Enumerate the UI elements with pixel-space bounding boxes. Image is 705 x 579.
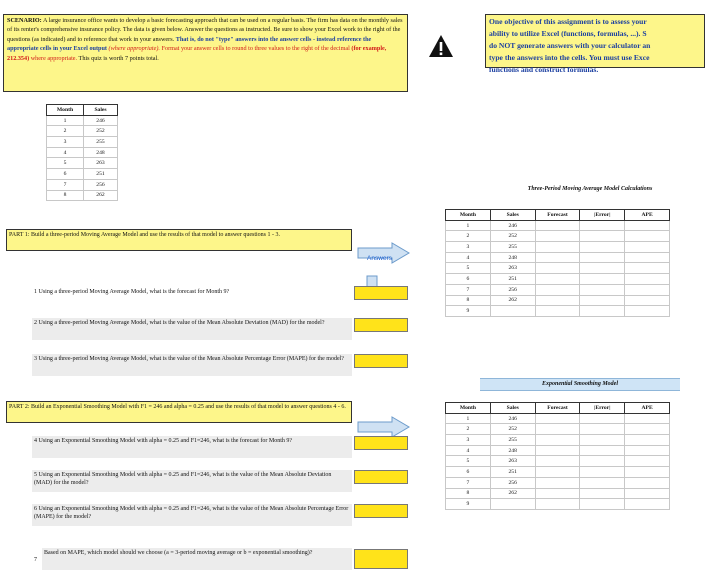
cell[interactable] [580,424,625,435]
table-row [446,488,670,499]
cell[interactable]: 8 [47,190,84,201]
cell[interactable] [535,306,580,317]
cell[interactable]: 248 [490,445,535,456]
table-row [446,295,670,306]
table-row [47,137,118,148]
table-row [47,169,118,180]
cell[interactable]: 251 [490,274,535,285]
cell[interactable] [625,274,670,285]
question-2: 2 Using a three-period Moving Average Model, what is the value of the Mean Absolute Deviation (MAD) for the model? [32,318,352,340]
cell[interactable] [625,231,670,242]
cell[interactable]: 1 [446,413,491,424]
cell[interactable] [490,306,535,317]
cell[interactable]: 3 [446,435,491,446]
answer-cell-4[interactable] [354,436,408,450]
cell[interactable]: 252 [490,424,535,435]
cell[interactable]: 248 [490,252,535,263]
cell[interactable]: 256 [490,284,535,295]
cell[interactable]: 255 [490,242,535,253]
objective-line-2: ability to utilize Excel (functions, formulas, ...). S [489,29,647,38]
table-row [446,477,670,488]
cell[interactable] [535,456,580,467]
cell[interactable] [580,456,625,467]
answer-cell-5[interactable] [354,470,408,484]
cell[interactable]: 7 [446,284,491,295]
ma-header-error: |Error| [580,210,625,221]
ma-header-sales: Sales [490,210,535,221]
cell[interactable] [580,295,625,306]
table-row [47,179,118,190]
cell[interactable]: 6 [47,169,84,180]
cell[interactable] [625,488,670,499]
objective-line-5: functions and construct formulas. [489,65,599,74]
cell[interactable] [580,445,625,456]
table-row [446,456,670,467]
cell[interactable] [580,413,625,424]
cell[interactable]: 5 [47,158,84,169]
sales-data-table [46,104,118,201]
cell[interactable]: 3 [47,137,84,148]
cell[interactable]: 9 [446,499,491,510]
cell[interactable]: 263 [84,158,118,169]
cell[interactable]: 7 [47,179,84,190]
scenario-example: (for example, 212.354) [7,45,387,62]
cell[interactable] [625,413,670,424]
table-row [446,263,670,274]
cell[interactable]: 1 [47,115,84,126]
cell[interactable] [625,252,670,263]
table-row [47,190,118,201]
cell[interactable] [625,242,670,253]
question-7: Based on MAPE, which model should we choose (a = 3-period moving average or b = exponential smoothing)? [42,548,352,570]
cell[interactable] [535,424,580,435]
part1-instruction: PART 1: Build a three-period Moving Average Model and use the results of that model to answer questions 1 - 3. [6,229,352,251]
cell[interactable] [535,295,580,306]
scenario-instruction: That is, do not "type" answers into the answer cells - instead reference the appropriate cells in your Excel output [7,35,372,53]
cell[interactable] [535,220,580,231]
ma-header-forecast: Forecast [535,210,580,221]
cell[interactable] [625,263,670,274]
cell[interactable]: 248 [84,147,118,158]
ma-model-table [445,209,670,317]
right-arrow-icon [358,417,410,437]
cell[interactable]: 263 [490,263,535,274]
table-row [446,435,670,446]
cell[interactable] [535,488,580,499]
scenario-box [3,14,408,92]
cell[interactable] [625,424,670,435]
es-header-ape: APE [625,403,670,414]
question-7-number: 7 [34,557,37,563]
question-1: 1 Using a three-period Moving Average Model, what is the forecast for Month 9? [32,287,352,300]
scenario-points: This quiz is worth 7 points total. [78,54,159,62]
question-6: 6 Using an Exponential Smoothing Model with alpha = 0.25 and F1=246, what is the value of the Mean Absolute Percentage Error (MAPE) for the model? [32,504,352,526]
cell[interactable] [535,413,580,424]
question-3: 3 Using a three-period Moving Average Model, what is the value of the Mean Absolute Percentage Error (MAPE) for the model? [32,354,352,376]
cell[interactable]: 2 [446,231,491,242]
cell[interactable] [580,488,625,499]
cell[interactable]: 1 [446,220,491,231]
cell[interactable] [580,263,625,274]
ma-header-ape: APE [625,210,670,221]
cell[interactable] [580,477,625,488]
cell[interactable]: 262 [490,295,535,306]
table-row [446,284,670,295]
cell[interactable] [580,220,625,231]
cell[interactable] [625,284,670,295]
table-row [446,467,670,478]
cell[interactable] [535,435,580,446]
cell[interactable]: 262 [490,488,535,499]
cell[interactable] [535,284,580,295]
es-model-table [445,402,670,510]
es-title-bar [480,378,680,391]
cell[interactable]: 3 [446,242,491,253]
cell[interactable]: 2 [446,424,491,435]
scenario-note: (where appropriate). [108,45,160,53]
question-5: 5 Using an Exponential Smoothing Model with alpha = 0.25 and F1=246, what is the value of the Mean Absolute Deviation (MAD) for the model? [32,470,352,492]
answer-cell-3[interactable] [354,354,408,368]
cell[interactable]: 251 [84,169,118,180]
table-row [47,126,118,137]
scenario-text: A large insurance office wants to develop a basic forecasting approach that can be used on a regular basis. The firm has data on the monthly sales of its renter's comprehensive insurance policy. The data is given below. Answer the questions as instructed. Be sure to show your Excel work to the right of the questions (as indicated) and to reference that work in your answers. [7,17,403,43]
cell[interactable]: 8 [446,488,491,499]
cell[interactable] [580,435,625,446]
cell[interactable]: 255 [490,435,535,446]
cell[interactable] [535,263,580,274]
scenario-where: where appropriate. [30,54,78,62]
cell[interactable] [580,242,625,253]
cell[interactable]: 2 [47,126,84,137]
cell[interactable]: 246 [84,115,118,126]
table-row [446,242,670,253]
cell[interactable]: 9 [446,306,491,317]
cell[interactable] [625,477,670,488]
header-sales: Sales [84,105,118,116]
scenario-format: Format your answer cells to round to three values to the right of the decimal [161,45,350,53]
cell[interactable] [580,467,625,478]
table-row [446,424,670,435]
answer-cell-6[interactable] [354,504,408,518]
table-row [446,413,670,424]
cell[interactable]: 7 [446,477,491,488]
objective-line-3: do NOT generate answers with your calculator an [489,41,651,50]
cell[interactable] [535,274,580,285]
answer-cell-2[interactable] [354,318,408,332]
cell[interactable]: 6 [446,274,491,285]
cell[interactable]: 5 [446,456,491,467]
cell[interactable]: 252 [84,126,118,137]
es-header-error: |Error| [580,403,625,414]
table-row [47,115,118,126]
cell[interactable] [535,467,580,478]
table-row [446,306,670,317]
cell[interactable] [580,252,625,263]
table-row [446,274,670,285]
cell[interactable]: 4 [47,147,84,158]
header-month: Month [47,105,84,116]
cell[interactable] [535,242,580,253]
table-row [446,231,670,242]
scenario-label: SCENARIO: [7,17,42,24]
table-row [47,147,118,158]
cell[interactable]: 262 [84,190,118,201]
table-row [446,252,670,263]
cell[interactable] [625,435,670,446]
cell[interactable] [625,220,670,231]
table-row [446,220,670,231]
cell[interactable]: 252 [490,231,535,242]
objective-line-1: One objective of this assignment is to assess your [489,17,647,26]
cell[interactable] [580,231,625,242]
answer-cell-7[interactable] [354,549,408,569]
objective-box [485,14,705,74]
cell[interactable] [535,231,580,242]
ma-header-month: Month [446,210,491,221]
answer-cell-1[interactable] [354,286,408,300]
cell[interactable]: 5 [446,263,491,274]
cell[interactable] [535,499,580,510]
cell[interactable] [580,306,625,317]
warning-icon [428,34,454,58]
part2-instruction: PART 2: Build an Exponential Smoothing Model with F1 = 246 and alpha = 0.25 and use the results of that model to answer questions 4 - 6. [6,401,352,423]
cell[interactable]: 263 [490,456,535,467]
es-model-title: Exponential Smoothing Model [541,381,619,387]
cell[interactable]: 256 [490,477,535,488]
table-row [446,499,670,510]
cell[interactable] [580,499,625,510]
cell[interactable]: 251 [490,467,535,478]
cell[interactable] [490,499,535,510]
answers-label: Answers [367,255,392,262]
cell[interactable]: 4 [446,445,491,456]
cell[interactable]: 246 [490,220,535,231]
objective-line-4: type the answers into the cells. You must use Exce [489,53,650,62]
table-row [446,445,670,456]
es-header-sales: Sales [490,403,535,414]
cell[interactable] [625,445,670,456]
cell[interactable] [535,477,580,488]
cell[interactable]: 4 [446,252,491,263]
cell[interactable] [625,467,670,478]
cell[interactable] [625,456,670,467]
cell[interactable]: 255 [84,137,118,148]
cell[interactable] [625,295,670,306]
es-header-month: Month [446,403,491,414]
cell[interactable] [625,499,670,510]
table-row [47,158,118,169]
cell[interactable] [580,284,625,295]
cell[interactable]: 6 [446,467,491,478]
cell[interactable] [580,274,625,285]
cell[interactable] [535,445,580,456]
ma-model-title: Three-Period Moving Average Model Calculations [527,186,653,192]
cell[interactable] [535,252,580,263]
es-header-forecast: Forecast [535,403,580,414]
cell[interactable]: 8 [446,295,491,306]
cell[interactable]: 246 [490,413,535,424]
cell[interactable] [625,306,670,317]
cell[interactable]: 256 [84,179,118,190]
question-4: 4 Using an Exponential Smoothing Model with alpha = 0.25 and F1=246, what is the forecast for Month 9? [32,436,352,458]
